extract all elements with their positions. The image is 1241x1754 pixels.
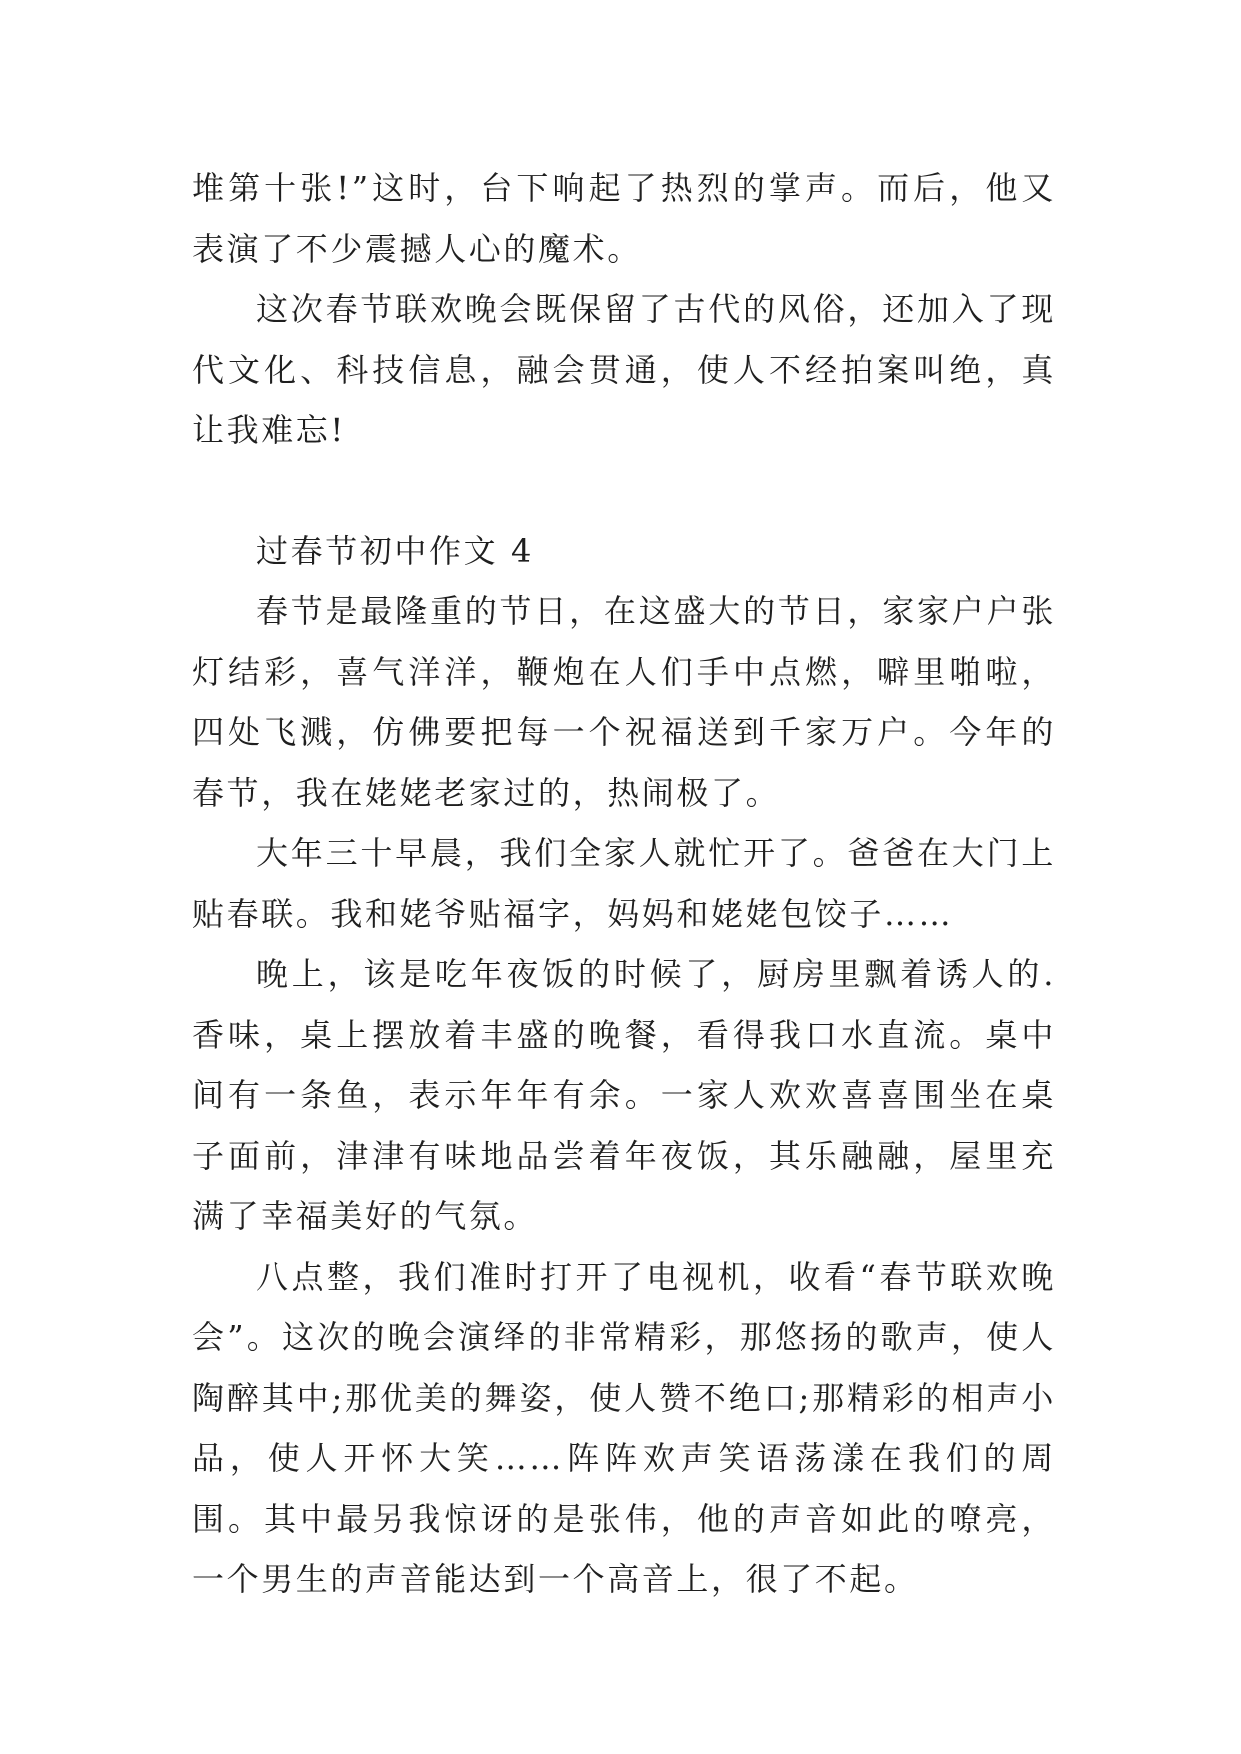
paragraph: 大年三十早晨，我们全家人就忙开了。爸爸在大门上贴春联。我和姥爷贴福字，妈妈和姥姥包饺子…… [192,834,1056,933]
document-body [192,158,1056,1610]
paragraph: 这次春节联欢晚会既保留了古代的风俗，还加入了现代文化、科技信息，融会贯通，使人不经拍案叫绝，真让我难忘! [192,290,1056,449]
section-heading: 过春节初中作文 4 [256,531,534,570]
paragraph: 八点整，我们准时打开了电视机，收看“春节联欢晚会”。这次的晚会演绎的非常精彩，那悠扬的歌声，使人陶醉其中;那优美的舞姿，使人赞不绝口;那精彩的相声小品，使人开怀大笑……阵阵欢声笑语荡漾在我们的周围。其中最另我惊讶的是张伟，他的声音如此的嘹亮，一个男生的声音能达到一个高音上，很了不起。 [192,1257,1056,1598]
paragraph-continued: 堆第十张!”这时，台下响起了热烈的掌声。而后，他又表演了不少震撼人心的魔术。 [192,169,1056,268]
paragraph: 晚上，该是吃年夜饭的时候了，厨房里飘着诱人的.香味，桌上摆放着丰盛的晚餐，看得我口水直流。桌中间有一条鱼，表示年年有余。一家人欢欢喜喜围坐在桌子面前，津津有味地品尝着年夜饭，其乐融融，屋里充满了幸福美好的气氛。 [192,955,1056,1235]
paragraph: 春节是最隆重的节日，在这盛大的节日，家家户户张灯结彩，喜气洋洋，鞭炮在人们手中点燃，噼里啪啦，四处飞溅，仿佛要把每一个祝福送到千家万户。今年的春节，我在姥姥老家过的，热闹极了。 [192,592,1056,812]
